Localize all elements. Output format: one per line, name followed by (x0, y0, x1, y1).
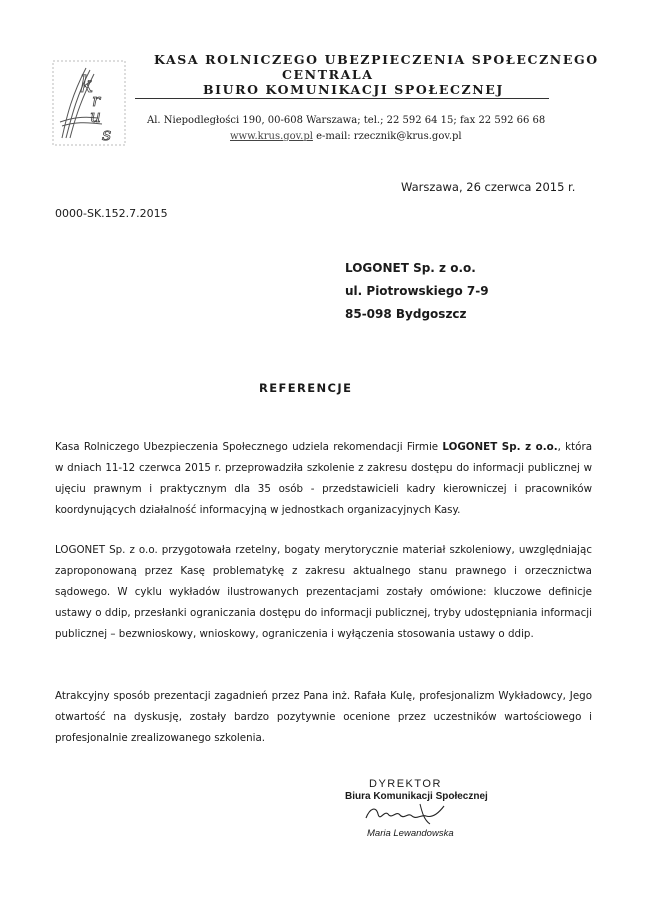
body-paragraph-1 (55, 437, 592, 521)
letter-date: Warszawa, 26 czerwca 2015 r. (401, 180, 576, 194)
website-link[interactable]: www.krus.gov.pl (230, 131, 313, 142)
org-department: BIURO KOMUNIKACJI SPOŁECZNEJ (203, 82, 504, 97)
svg-text:r: r (92, 91, 101, 111)
letter-title: REFERENCJE (259, 381, 353, 395)
header-divider (135, 98, 549, 99)
body-paragraph-3: Atrakcyjny sposób prezentacji zagadnień przez Pana inż. Rafała Kulę, profesjonalizm Wykładowcy, Jego otwartość na dyskusję, zostały bardzo pozytywnie ocenione przez uczestników wartościowego i profesjonalnie zrealizowanego szkolenia. (55, 690, 592, 744)
krus-logo (52, 60, 126, 146)
org-address: Al. Niepodległości 190, 00-608 Warszawa; tel.; 22 592 64 15; fax 22 592 66 68 (147, 115, 546, 126)
signature-title: DYREKTOR (369, 778, 442, 790)
recipient-street: ul. Piotrowskiego 7-9 (345, 284, 489, 298)
signature-department: Biura Komunikacji Społecznej (345, 791, 488, 802)
handwritten-signature (360, 800, 448, 830)
svg-text:k: k (80, 73, 94, 98)
svg-text:s: s (102, 124, 112, 145)
p1-text-b: , która w dniach 11-12 czerwca 2015 r. przeprowadziła szkolenie z zakresu dostępu do informacji publicznej w ujęciu prawnym i praktycznym dla 35 osób - przedstawicieli kadry kierowniczej i pracowników koordynujących działalność informacyjną w jednostkach organizacyjnych Kasy. (55, 441, 593, 516)
org-name: KASA ROLNICZEGO UBEZPIECZENIA SPOŁECZNEGO (154, 52, 599, 67)
p1-text-a: Kasa Rolniczego Ubezpieczenia Społecznego udziela rekomendacji Firmie (55, 441, 443, 453)
org-contact (230, 131, 462, 142)
recipient-city: 85-098 Bydgoszcz (345, 307, 467, 321)
reference-number: 0000-SK.152.7.2015 (55, 207, 168, 220)
svg-text:u: u (90, 107, 101, 127)
org-unit: CENTRALA (282, 67, 374, 82)
recipient-name: LOGONET Sp. z o.o. (345, 261, 476, 275)
email-text: e-mail: rzecznik@krus.gov.pl (316, 131, 462, 142)
p1-company-bold: LOGONET Sp. z o.o. (442, 441, 558, 453)
signature-name: Maria Lewandowska (367, 828, 454, 839)
body-paragraph-2: LOGONET Sp. z o.o. przygotowała rzetelny, bogaty merytorycznie materiał szkoleniowy, uwzględniając zaproponowaną przez Kasę problematykę z zakresu aktualnego stanu prawnego i orzecznictwa sądowego. W cyklu wykładów ilustrowanych prezentacjami zostały omówione: kluczowe definicje ustawy o ddip, przesłanki ograniczania dostępu do informacji publicznej, tryby udostępniania informacji publicznej – bezwnioskowy, wnioskowy, ograniczenia i wyłączenia stosowania ustawy o ddip. (55, 544, 592, 640)
